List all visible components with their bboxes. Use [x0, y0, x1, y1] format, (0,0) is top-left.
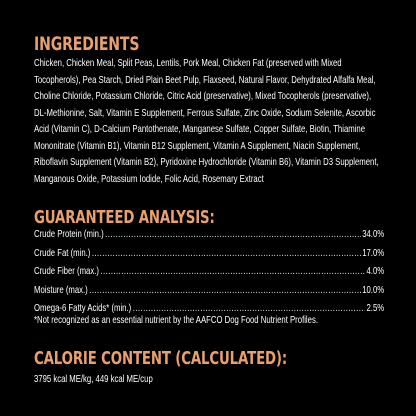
ingredients-list: Chicken, Chicken Meal, Split Peas, Lentils, Pork Meal, Chicken Fat (preserved with Mixed Tocopherols), Pea Starch, Dried Plain Beet Pulp, Flaxseed, Natural Flavor, Dehydrated Alfalfa Meal, Choline Chloride, Potassium Chloride, Citric Acid (preservative), Mixed Tocopherols (preservative), DL-Methionine, Salt, Vitamin E Supplement, Ferrous Sulfate, Zinc Oxide, Sodium Selenite, Ascorbic Acid (Vitamin C), D-Calcium Pantothenate, Manganese Sulfate, Copper Sulfate, Biotin, Thiamine Mononitrate (Vitamin B1), Vitamin B12 Supplement, Vitamin A Supplement, Niacin Supplement, Riboflavin Supplement (Vitamin B2), Pyridoxine Hydrochloride (Vitamin B6), Vitamin D3 Supplement, Manganous Oxide, Potassium Iodide, Folic Acid, Rosemary Extract: [34, 58, 379, 185]
analysis-label: Crude Fiber (max.): [34, 266, 99, 277]
analysis-row-crude-fiber: [34, 266, 384, 285]
calorie-content-heading: CALORIE CONTENT (CALCULATED):: [34, 348, 288, 369]
analysis-row-moisture: [34, 285, 384, 304]
dot-leader: [89, 285, 360, 296]
analysis-value: 17.0%: [362, 247, 385, 259]
analysis-value: 10.0%: [362, 284, 385, 296]
dot-leader: [92, 248, 361, 259]
ingredients-heading: INGREDIENTS: [34, 33, 140, 55]
guaranteed-analysis-table: [34, 229, 384, 322]
analysis-value: 34.0%: [362, 229, 385, 240]
analysis-label: Crude Protein (min.): [34, 229, 104, 240]
analysis-row-crude-protein: [34, 229, 384, 248]
calorie-content-value: 3795 kcal ME/kg, 449 kcal ME/cup: [34, 374, 153, 385]
dot-leader: [100, 266, 365, 277]
analysis-value: 4.0%: [366, 266, 385, 277]
dot-leader: [133, 303, 365, 314]
analysis-label: Moisture (max.): [34, 284, 88, 296]
analysis-footnote: *Not recognized as an essential nutrient by the AAFCO Dog Food Nutrient Profiles.: [34, 315, 318, 326]
analysis-label: Crude Fat (min.): [34, 247, 91, 259]
analysis-label: Omega-6 Fatty Acids* (min.): [34, 303, 132, 314]
guaranteed-analysis-heading: GUARANTEED ANALYSIS:: [34, 207, 215, 228]
dot-leader: [105, 229, 361, 240]
analysis-row-crude-fat: [34, 248, 384, 267]
analysis-value: 2.5%: [366, 303, 385, 314]
